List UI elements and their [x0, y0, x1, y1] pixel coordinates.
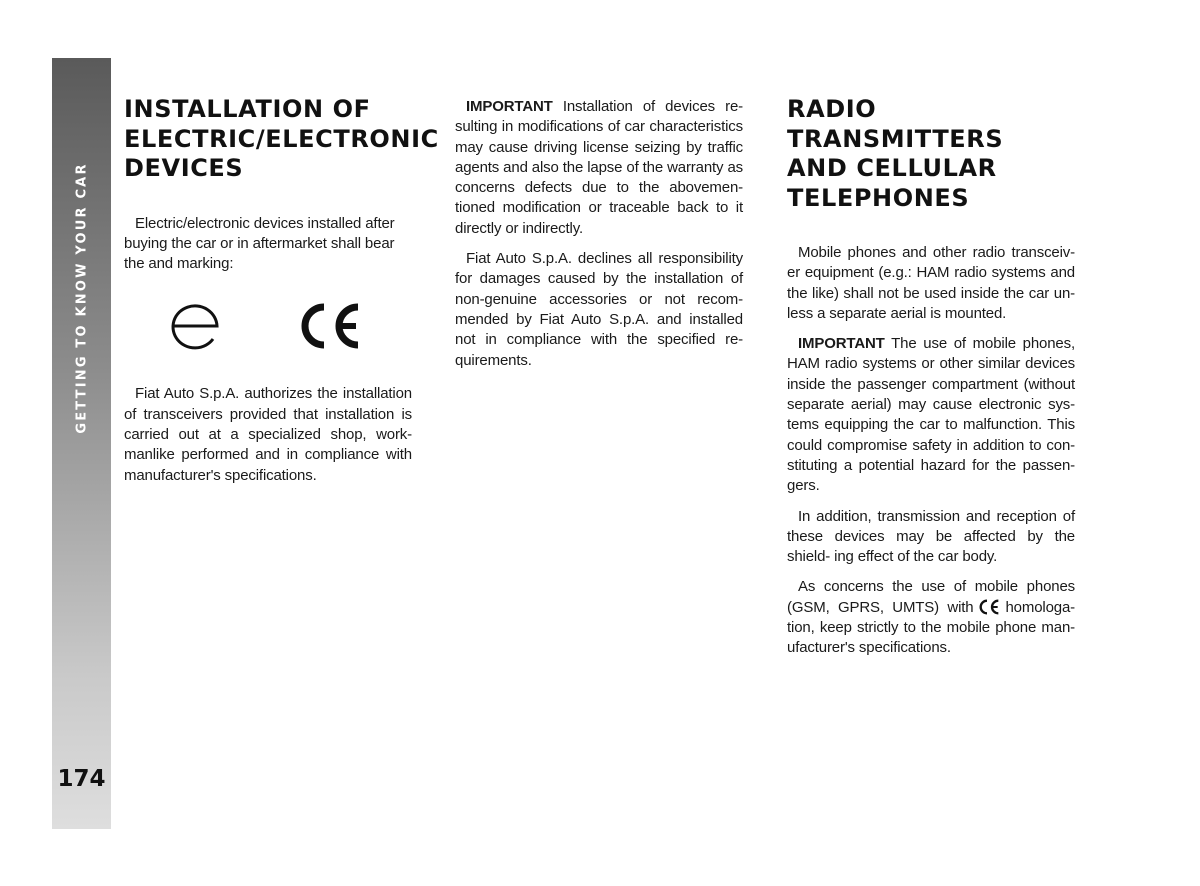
important-paragraph [455, 97, 743, 239]
column-installation [124, 95, 439, 496]
page-number: 174 [57, 766, 106, 792]
ce-mark-inline-icon [977, 599, 1001, 615]
e-mark-icon [170, 302, 222, 350]
heading-line: TRANSMITTERS [787, 124, 1004, 153]
radio-heading [787, 95, 1075, 213]
important-label: IMPORTANT [466, 98, 553, 115]
heading-line: DEVICES [124, 154, 244, 182]
heading-line: ELECTRIC/ELECTRONIC [124, 124, 439, 153]
installation-heading [124, 95, 439, 184]
section-label-text: GETTING TO KNOW YOUR CAR [74, 162, 89, 434]
important-text: Installation of devices re- sulting in modifications of car characteristics may cause driving license seizing by traffic agents and also the lapse of the warranty as concerns defects due to the abovemen- tioned modification or traceable back to it directly or indirectly. [455, 98, 743, 237]
responsibility-paragraph: Fiat Auto S.p.A. declines all responsibility for damages caused by the installation of non-genuine accessories or not recom- mended by Fiat Auto S.p.A. and installed not in compliance with the specified re- quirements. [455, 250, 743, 369]
installation-paragraph-2: Fiat Auto S.p.A. authorizes the installation of transceivers provided that installation is carried out at a specialized shop, work- manlike performed and in compliance with manufacturer's specifications. [124, 385, 412, 484]
radio-important-text: The use of mobile phones, HAM radio systems or other similar devices inside the passenger compartment (without separate aerial) may cause electronic sys- tems equipping the car to malfunction. This could compromise safety in addition to con- stituting a potential hazard for the passen- gers. [787, 335, 1075, 495]
radio-paragraph-3: In addition, transmission and reception of these devices may be affected by the shield- ing effect of the car body. [787, 507, 1075, 566]
radio-p4-after: homologa- tion, keep strictly to the mobile phone man- ufacturer's specifications. [787, 598, 1075, 657]
radio-paragraph-4 [787, 577, 1075, 658]
heading-line: INSTALLATION OF [124, 95, 371, 123]
heading-line: RADIO [787, 95, 877, 123]
radio-important-label: IMPORTANT [798, 335, 885, 353]
radio-paragraph-1: Mobile phones and other radio transceiv- er equipment (e.g.: HAM radio systems and the like) shall not be used inside the car un- less a separate aerial is mounted. [787, 244, 1075, 322]
section-sidebar [52, 58, 111, 829]
ce-mark-icon [298, 302, 362, 350]
column-radio [787, 95, 1075, 669]
column-important [455, 97, 743, 381]
heading-line: TELEPHONES [787, 183, 970, 212]
section-label [52, 148, 111, 448]
heading-line: AND CELLULAR [787, 154, 997, 182]
marking-symbols [124, 296, 412, 366]
radio-important-paragraph [787, 334, 1075, 496]
installation-paragraph-1: Electric/electronic devices installed after buying the car or in aftermarket shall bear the and marking: [124, 214, 395, 273]
radio-p4-before: As concerns the use of mobile phones (GSM, GPRS, UMTS) with [787, 578, 1075, 616]
